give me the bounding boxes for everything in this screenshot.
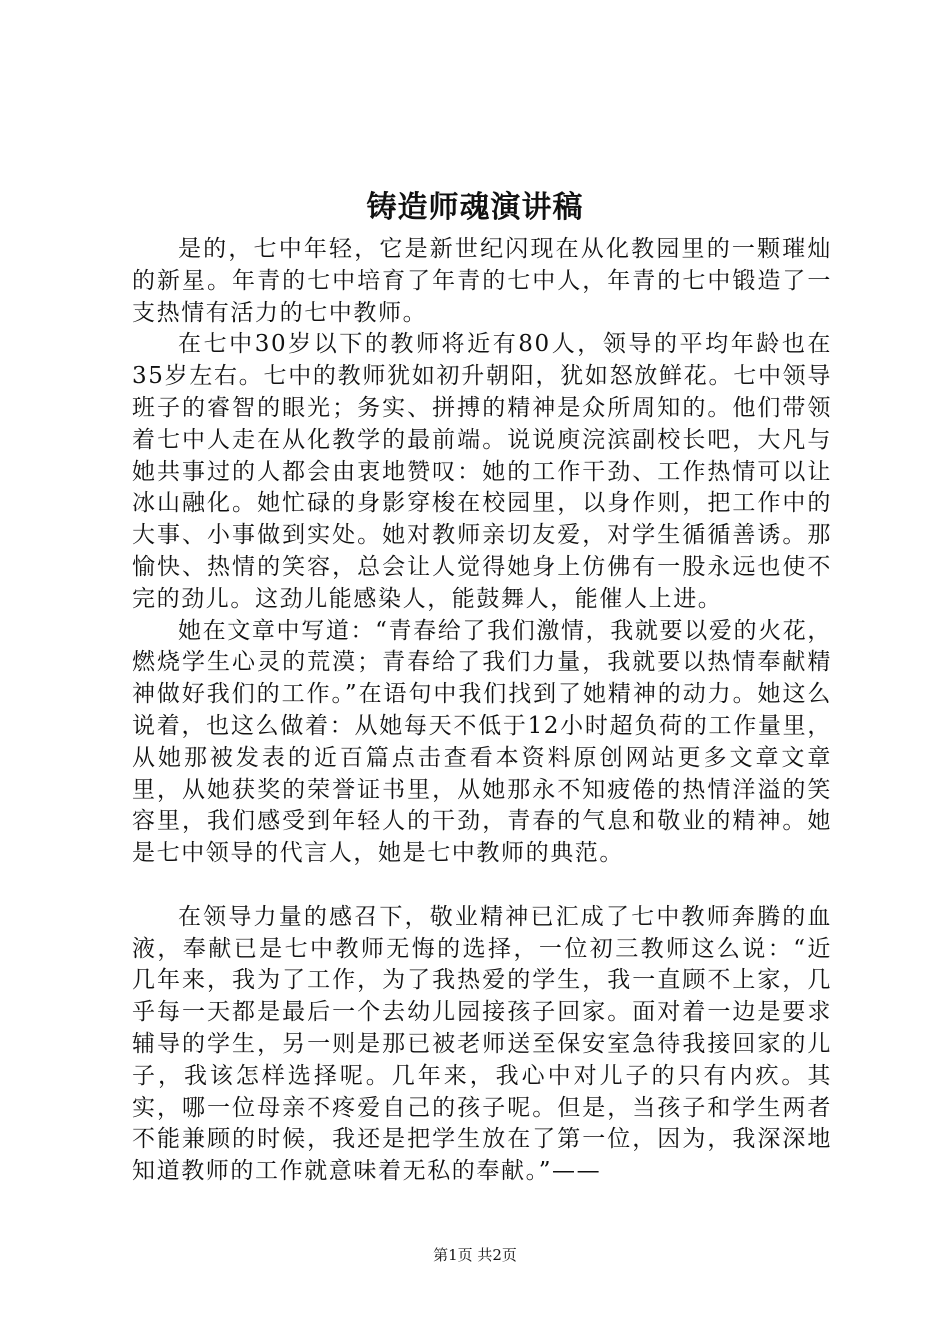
paragraph-1: 是的，七中年轻，它是新世纪闪现在从化教园里的一颗璀灿的新星。年青的七中培育了年青的七中人，年青的七中锻造了一支热情有活力的七中教师。 — [132, 236, 832, 326]
document-body — [132, 234, 832, 1188]
paragraph-spacer — [132, 870, 832, 902]
paragraph-3: 她在文章中写道：“青春给了我们激情，我就要以爱的火花，燃烧学生心灵的荒漠；青春给了我们力量，我就要以热情奉献精神做好我们的工作。”在语句中我们找到了她精神的动力。她这么说着，也这么做着：从她每天不低于12小时超负荷的工作量里，从她那被发表的近百篇点击查看本资料原创网站更多文章文章里，从她获奖的荣誉证书里，从她那永不知疲倦的热情洋溢的笑容里，我们感受到年轻人的干劲，青春的气息和敬业的精神。她是七中领导的代言人，她是七中教师的典范。 — [132, 617, 832, 867]
page-footer: 第1页 共2页 — [433, 1246, 517, 1264]
paragraph-2: 在七中30岁以下的教师将近有80人，领导的平均年龄也在35岁左右。七中的教师犹如初升朝阳，犹如怒放鲜花。七中领导班子的睿智的眼光；务实、拼搏的精神是众所周知的。他们带领着七中人走在从化教学的最前端。说说庾浣滨副校长吧，大凡与她共事过的人都会由衷地赞叹：她的工作干劲、工作热情可以让冰山融化。她忙碌的身影穿梭在校园里，以身作则，把工作中的大事、小事做到实处。她对教师亲切友爱，对学生循循善诱。那愉快、热情的笑容，总会让人觉得她身上仿佛有一股永远也使不完的劲儿。这劲儿能感染人，能鼓舞人，能催人上进。 — [132, 331, 832, 612]
paragraph-4: 在领导力量的感召下，敬业精神已汇成了七中教师奔腾的血液，奉献已是七中教师无悔的选择，一位初三教师这么说：“近几年来，我为了工作，为了我热爱的学生，我一直顾不上家，几乎每一天都是最后一个去幼儿园接孩子回家。面对着一边是要求辅导的学生，另一则是那已被老师送至保安室急待我接回家的儿子，我该怎样选择呢。几年来，我心中对儿子的只有内疚。其实，哪一位母亲不疼爱自己的孩子呢。但是，当孩子和学生两者不能兼顾的时候，我还是把学生放在了第一位，因为，我深深地知道教师的工作就意味着无私的奉献。”—— — [132, 903, 832, 1185]
document-title: 铸造师魂演讲稿 — [366, 190, 584, 225]
